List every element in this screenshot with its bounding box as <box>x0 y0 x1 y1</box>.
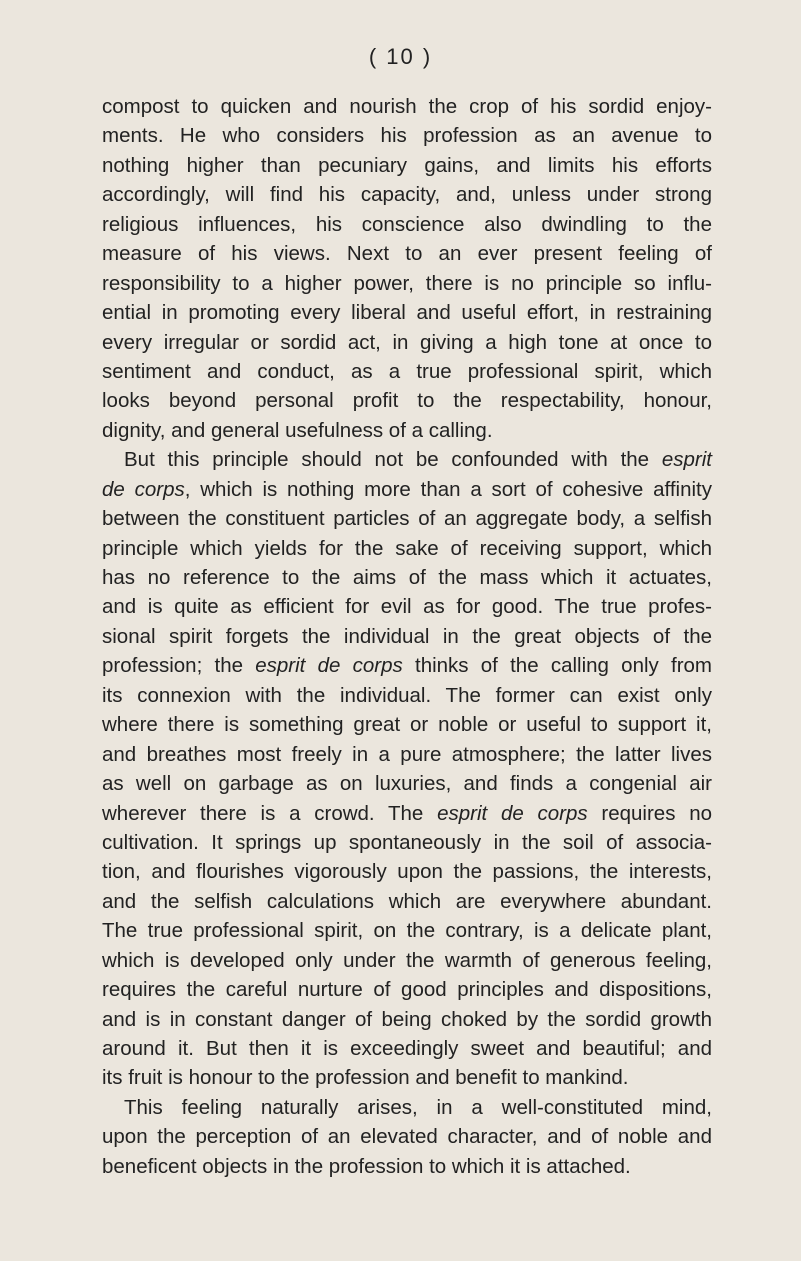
text-line <box>102 269 712 298</box>
text-line <box>102 357 712 386</box>
text-line <box>102 298 712 327</box>
text-line <box>102 328 712 357</box>
text-segment: every irregular or sordid act, in giving a high tone at once to <box>102 330 712 354</box>
text-segment: and is in constant danger of being choked by the sordid growth <box>102 1007 712 1031</box>
text-segment: its connexion with the individual. The former can exist only <box>102 683 712 707</box>
text-segment: looks beyond personal profit to the respectability, honour, <box>102 389 712 413</box>
text-line <box>102 151 712 180</box>
text-segment: The true professional spirit, on the contrary, is a delicate plant, <box>102 919 712 943</box>
text-line <box>102 416 712 445</box>
text-segment: principle which yields for the sake of receiving support, which <box>102 536 712 560</box>
text-line <box>102 239 712 268</box>
text-segment: profession; the <box>102 654 256 678</box>
text-line <box>102 504 712 533</box>
italic-phrase: de corps <box>102 477 185 501</box>
text-line <box>102 386 712 415</box>
text-segment: cultivation. It springs up spontaneously in the soil of associa- <box>102 830 712 854</box>
text-segment: thinks of the calling only from <box>402 654 713 678</box>
italic-phrase: esprit de corps <box>255 654 403 678</box>
text-line <box>102 475 712 504</box>
text-line <box>102 975 712 1004</box>
text-segment: nothing higher than pecuniary gains, and limits his efforts <box>102 153 712 177</box>
text-line <box>102 622 712 651</box>
text-segment: requires the careful nurture of good principles and dispositions, <box>102 978 712 1002</box>
text-line <box>102 710 712 739</box>
text-line <box>102 92 712 121</box>
text-segment: compost to quicken and nourish the crop of his sordid enjoy- <box>102 95 712 118</box>
text-segment: This feeling naturally arises, in a well-constituted mind, <box>124 1095 712 1119</box>
text-line <box>102 887 712 916</box>
text-line <box>102 121 712 150</box>
text-segment: accordingly, will find his capacity, and, unless under strong <box>102 183 712 207</box>
text-line <box>102 1093 712 1122</box>
text-line <box>102 799 712 828</box>
text-segment: where there is something great or noble or useful to support it, <box>102 713 712 737</box>
text-segment: tion, and flourishes vigorously upon the passions, the interests, <box>102 860 712 884</box>
text-line <box>102 740 712 769</box>
text-line <box>102 1005 712 1034</box>
text-line <box>102 828 712 857</box>
text-segment: and is quite as efficient for evil as for good. The true profes- <box>102 595 712 619</box>
text-line <box>102 1122 712 1151</box>
text-segment: and breathes most freely in a pure atmosphere; the latter lives <box>102 742 712 766</box>
text-line <box>102 534 712 563</box>
text-segment: religious influences, his conscience also dwindling to the <box>102 212 712 236</box>
text-segment: requires no <box>587 801 713 825</box>
italic-phrase: esprit de corps <box>437 801 588 825</box>
text-segment: has no reference to the aims of the mass which it actuates, <box>102 566 712 589</box>
text-line <box>102 445 712 474</box>
text-segment: wherever there is a crowd. The <box>102 801 438 825</box>
text-segment: sional spirit forgets the individual in the great objects of the <box>102 624 712 648</box>
text-line <box>102 769 712 798</box>
text-line <box>102 651 712 680</box>
text-segment: and the selfish calculations which are everywhere abundant. <box>102 889 712 913</box>
text-segment: responsibility to a higher power, there is no principle so influ- <box>102 271 712 295</box>
text-line <box>102 946 712 975</box>
text-line <box>102 1152 712 1181</box>
text-segment: around it. But then it is exceedingly sweet and beautiful; and <box>102 1037 712 1060</box>
text-line <box>102 1034 712 1063</box>
text-segment: ential in promoting every liberal and useful effort, in restraining <box>102 301 712 325</box>
text-segment: measure of his views. Next to an ever present feeling of <box>102 242 712 266</box>
body-text <box>102 92 712 1181</box>
text-segment: ments. He who considers his profession as an avenue to <box>102 124 712 148</box>
text-line <box>102 210 712 239</box>
text-line <box>102 681 712 710</box>
text-line <box>102 857 712 886</box>
text-segment: as well on garbage as on luxuries, and finds a congenial air <box>102 772 712 796</box>
text-segment: beneficent objects in the profession to which it is attached. <box>102 1154 631 1178</box>
text-line <box>102 916 712 945</box>
page-number: ( 10 ) <box>368 44 433 69</box>
text-segment: But this principle should not be confounded with the <box>124 448 662 472</box>
text-segment: upon the perception of an elevated character, and of noble and <box>102 1125 712 1149</box>
text-line <box>102 180 712 209</box>
text-line <box>102 1063 712 1092</box>
text-segment: dignity, and general usefulness of a calling. <box>102 418 493 442</box>
text-segment: , which is nothing more than a sort of cohesive affinity <box>184 477 712 501</box>
text-segment: sentiment and conduct, as a true professional spirit, which <box>102 359 712 383</box>
text-segment: which is developed only under the warmth of generous feeling, <box>102 948 712 972</box>
text-line <box>102 592 712 621</box>
italic-phrase: esprit <box>661 448 712 472</box>
text-segment: its fruit is honour to the profession and benefit to mankind. <box>102 1066 629 1090</box>
text-segment: between the constituent particles of an aggregate body, a selfish <box>102 507 712 531</box>
text-line <box>102 563 712 592</box>
